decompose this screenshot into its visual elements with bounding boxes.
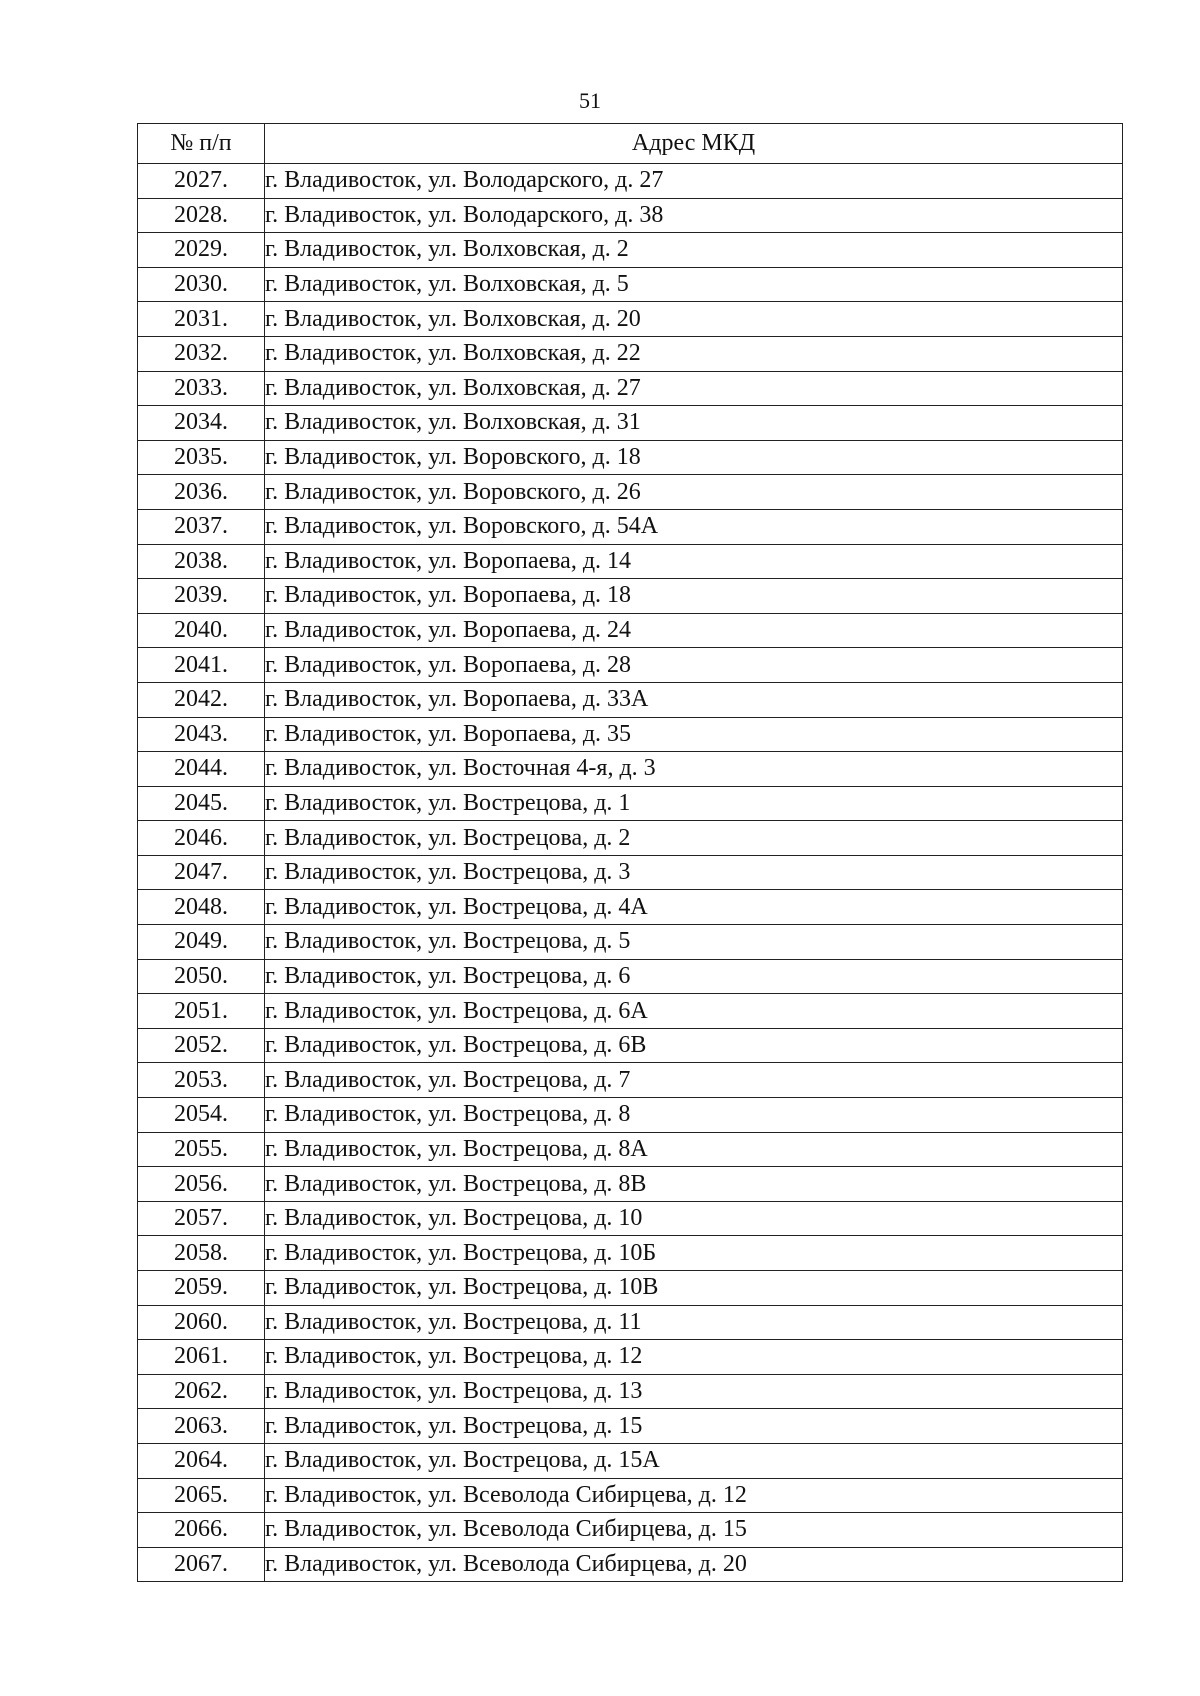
table-row	[138, 406, 1123, 441]
row-address-cell: г. Владивосток, ул. Вострецова, д. 5	[265, 925, 1123, 960]
row-address-cell: г. Владивосток, ул. Волховская, д. 2	[265, 233, 1123, 268]
row-address-cell: г. Владивосток, ул. Вострецова, д. 7	[265, 1063, 1123, 1098]
row-number-cell: 2044.	[138, 752, 265, 787]
table-row	[138, 164, 1123, 199]
table-row	[138, 959, 1123, 994]
row-address-cell: г. Владивосток, ул. Волховская, д. 20	[265, 302, 1123, 337]
table-row	[138, 1201, 1123, 1236]
table-row	[138, 336, 1123, 371]
table-row	[138, 855, 1123, 890]
row-address-cell: г. Владивосток, ул. Воропаева, д. 28	[265, 648, 1123, 683]
row-number-cell: 2032.	[138, 336, 265, 371]
row-address-cell: г. Владивосток, ул. Воропаева, д. 35	[265, 717, 1123, 752]
table-row	[138, 509, 1123, 544]
row-number-cell: 2045.	[138, 786, 265, 821]
table-header-row	[138, 124, 1123, 164]
table-row	[138, 267, 1123, 302]
row-address-cell: г. Владивосток, ул. Вострецова, д. 11	[265, 1305, 1123, 1340]
table-row	[138, 475, 1123, 510]
table-row	[138, 1271, 1123, 1306]
row-address-cell: г. Владивосток, ул. Володарского, д. 38	[265, 198, 1123, 233]
row-address-cell: г. Владивосток, ул. Володарского, д. 27	[265, 164, 1123, 199]
row-address-cell: г. Владивосток, ул. Воропаева, д. 18	[265, 579, 1123, 614]
table-row	[138, 1374, 1123, 1409]
table-row	[138, 1547, 1123, 1582]
table-row	[138, 1098, 1123, 1133]
table-row	[138, 440, 1123, 475]
row-address-cell: г. Владивосток, ул. Вострецова, д. 15А	[265, 1443, 1123, 1478]
row-address-cell: г. Владивосток, ул. Вострецова, д. 6	[265, 959, 1123, 994]
table-row	[138, 1167, 1123, 1202]
table-row	[138, 1340, 1123, 1375]
table-row	[138, 233, 1123, 268]
row-number-cell: 2052.	[138, 1028, 265, 1063]
row-address-cell: г. Владивосток, ул. Волховская, д. 31	[265, 406, 1123, 441]
row-address-cell: г. Владивосток, ул. Воровского, д. 26	[265, 475, 1123, 510]
table-row	[138, 648, 1123, 683]
row-address-cell: г. Владивосток, ул. Воропаева, д. 14	[265, 544, 1123, 579]
table-row	[138, 1409, 1123, 1444]
row-number-cell: 2036.	[138, 475, 265, 510]
header-address: Адрес МКД	[265, 124, 1123, 164]
row-number-cell: 2060.	[138, 1305, 265, 1340]
row-number-cell: 2046.	[138, 821, 265, 856]
row-address-cell: г. Владивосток, ул. Вострецова, д. 10	[265, 1201, 1123, 1236]
row-address-cell: г. Владивосток, ул. Волховская, д. 5	[265, 267, 1123, 302]
row-address-cell: г. Владивосток, ул. Вострецова, д. 4А	[265, 890, 1123, 925]
row-number-cell: 2037.	[138, 509, 265, 544]
row-address-cell: г. Владивосток, ул. Всеволода Сибирцева, д. 15	[265, 1513, 1123, 1548]
table-row	[138, 1236, 1123, 1271]
table-row	[138, 579, 1123, 614]
row-address-cell: г. Владивосток, ул. Вострецова, д. 10Б	[265, 1236, 1123, 1271]
row-number-cell: 2048.	[138, 890, 265, 925]
row-number-cell: 2050.	[138, 959, 265, 994]
row-address-cell: г. Владивосток, ул. Вострецова, д. 3	[265, 855, 1123, 890]
table-row	[138, 1443, 1123, 1478]
row-number-cell: 2039.	[138, 579, 265, 614]
row-number-cell: 2033.	[138, 371, 265, 406]
table-row	[138, 994, 1123, 1029]
row-number-cell: 2063.	[138, 1409, 265, 1444]
table-row	[138, 544, 1123, 579]
table-row	[138, 1132, 1123, 1167]
table-row	[138, 752, 1123, 787]
table-row	[138, 786, 1123, 821]
row-number-cell: 2047.	[138, 855, 265, 890]
row-address-cell: г. Владивосток, ул. Воровского, д. 18	[265, 440, 1123, 475]
table-row	[138, 1478, 1123, 1513]
row-number-cell: 2028.	[138, 198, 265, 233]
row-address-cell: г. Владивосток, ул. Восточная 4-я, д. 3	[265, 752, 1123, 787]
row-number-cell: 2064.	[138, 1443, 265, 1478]
row-number-cell: 2053.	[138, 1063, 265, 1098]
row-number-cell: 2040.	[138, 613, 265, 648]
row-number-cell: 2043.	[138, 717, 265, 752]
row-number-cell: 2067.	[138, 1547, 265, 1582]
row-address-cell: г. Владивосток, ул. Всеволода Сибирцева, д. 20	[265, 1547, 1123, 1582]
row-address-cell: г. Владивосток, ул. Вострецова, д. 13	[265, 1374, 1123, 1409]
row-number-cell: 2058.	[138, 1236, 265, 1271]
page-number: 51	[579, 88, 601, 113]
row-address-cell: г. Владивосток, ул. Волховская, д. 22	[265, 336, 1123, 371]
row-address-cell: г. Владивосток, ул. Вострецова, д. 8В	[265, 1167, 1123, 1202]
table-row	[138, 1063, 1123, 1098]
row-number-cell: 2029.	[138, 233, 265, 268]
table-row	[138, 198, 1123, 233]
table-row	[138, 613, 1123, 648]
row-number-cell: 2065.	[138, 1478, 265, 1513]
row-number-cell: 2054.	[138, 1098, 265, 1133]
row-number-cell: 2066.	[138, 1513, 265, 1548]
row-address-cell: г. Владивосток, ул. Вострецова, д. 15	[265, 1409, 1123, 1444]
row-number-cell: 2057.	[138, 1201, 265, 1236]
table-row	[138, 371, 1123, 406]
row-address-cell: г. Владивосток, ул. Всеволода Сибирцева, д. 12	[265, 1478, 1123, 1513]
table-row	[138, 1513, 1123, 1548]
row-number-cell: 2034.	[138, 406, 265, 441]
table-row	[138, 302, 1123, 337]
row-address-cell: г. Владивосток, ул. Воропаева, д. 33А	[265, 682, 1123, 717]
row-address-cell: г. Владивосток, ул. Вострецова, д. 8А	[265, 1132, 1123, 1167]
table-body	[138, 164, 1123, 1582]
row-number-cell: 2030.	[138, 267, 265, 302]
row-number-cell: 2027.	[138, 164, 265, 199]
table-row	[138, 682, 1123, 717]
table-row	[138, 1028, 1123, 1063]
row-number-cell: 2056.	[138, 1167, 265, 1202]
row-address-cell: г. Владивосток, ул. Вострецова, д. 10В	[265, 1271, 1123, 1306]
row-address-cell: г. Владивосток, ул. Воровского, д. 54А	[265, 509, 1123, 544]
row-number-cell: 2038.	[138, 544, 265, 579]
row-number-cell: 2061.	[138, 1340, 265, 1375]
mkd-address-table	[137, 123, 1123, 1582]
row-number-cell: 2049.	[138, 925, 265, 960]
row-number-cell: 2062.	[138, 1374, 265, 1409]
row-number-cell: 2051.	[138, 994, 265, 1029]
row-number-cell: 2035.	[138, 440, 265, 475]
table-row	[138, 925, 1123, 960]
row-address-cell: г. Владивосток, ул. Вострецова, д. 6В	[265, 1028, 1123, 1063]
row-number-cell: 2031.	[138, 302, 265, 337]
row-number-cell: 2059.	[138, 1271, 265, 1306]
table-row	[138, 890, 1123, 925]
row-number-cell: 2041.	[138, 648, 265, 683]
row-number-cell: 2042.	[138, 682, 265, 717]
row-address-cell: г. Владивосток, ул. Вострецова, д. 2	[265, 821, 1123, 856]
table-row	[138, 1305, 1123, 1340]
row-address-cell: г. Владивосток, ул. Воропаева, д. 24	[265, 613, 1123, 648]
row-address-cell: г. Владивосток, ул. Волховская, д. 27	[265, 371, 1123, 406]
table-row	[138, 821, 1123, 856]
row-address-cell: г. Владивосток, ул. Вострецова, д. 8	[265, 1098, 1123, 1133]
row-address-cell: г. Владивосток, ул. Вострецова, д. 6А	[265, 994, 1123, 1029]
header-num: № п/п	[138, 124, 265, 164]
row-number-cell: 2055.	[138, 1132, 265, 1167]
row-address-cell: г. Владивосток, ул. Вострецова, д. 1	[265, 786, 1123, 821]
table-row	[138, 717, 1123, 752]
row-address-cell: г. Владивосток, ул. Вострецова, д. 12	[265, 1340, 1123, 1375]
